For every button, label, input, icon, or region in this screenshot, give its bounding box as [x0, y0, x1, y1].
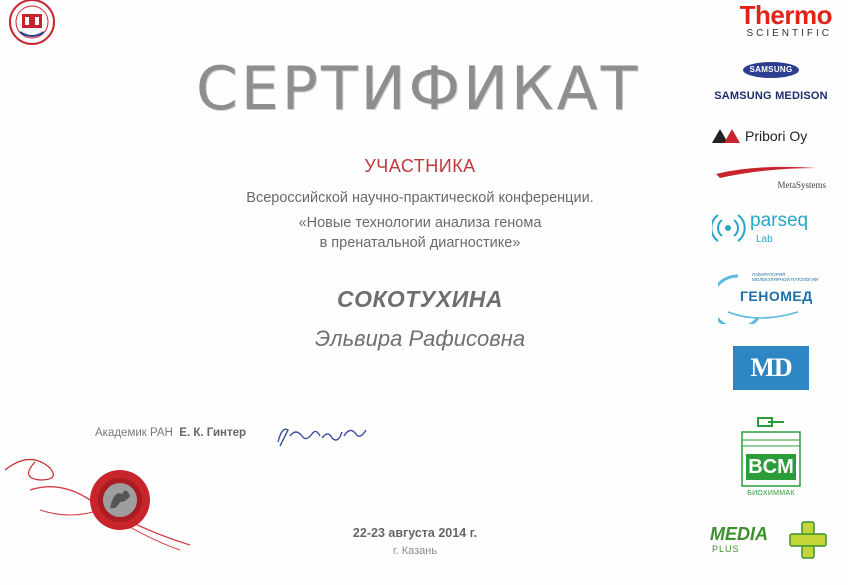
bcm-text: BCM — [748, 456, 794, 478]
conference-line-3: в пренатальной диагностике» — [319, 235, 521, 251]
parseq-subtext: Lab — [756, 234, 773, 245]
thermo-logo-text: Thermo — [739, 0, 832, 30]
genomed-small-text: ЛАБОРАТОРИЯ МОЛЕКУЛЯРНОЙ ПАТОЛОГИИ — [752, 272, 819, 282]
thermo-logo-subtext: SCIENTIFIC — [746, 28, 832, 39]
certificate-title: СЕРТИФИКАТ — [196, 54, 641, 124]
biohimmak-logo — [738, 414, 804, 498]
pribori-logo — [712, 128, 832, 144]
certificate-subtitle: УЧАСТНИКА — [364, 156, 476, 176]
participant-surname: СОКОТУХИНА — [337, 286, 503, 312]
thermo-scientific-logo — [706, 0, 832, 39]
samsung-medison-text: SAMSUNG MEDISON — [714, 90, 828, 102]
wax-seal-icon — [0, 450, 200, 560]
md-logo: MD — [733, 346, 809, 390]
metasystems-text: MetaSystems — [777, 180, 826, 190]
bcm-subtext: БИОХИММАК — [747, 490, 795, 497]
media-plus-logo — [708, 518, 830, 564]
samsung-medison-logo — [712, 62, 830, 102]
samsung-oval: SAMSUNG — [743, 62, 799, 78]
metasystems-swoosh-icon — [706, 162, 836, 182]
participant-given-names: Эльвира Рафисовна — [314, 326, 526, 351]
pribori-text: Pribori Oy — [745, 128, 808, 144]
conference-line-2: «Новые технологии анализа генома — [298, 215, 542, 231]
plus-icon — [788, 520, 828, 560]
signature-icon — [272, 416, 372, 452]
university-emblem-icon — [2, 0, 66, 46]
conference-line-1: Всероссийской научно-практической конференции. — [246, 190, 594, 206]
metasystems-logo — [706, 162, 836, 196]
pribori-triangle-icon — [712, 129, 742, 143]
media-text: MEDIA — [710, 524, 768, 544]
signatory-name: Е. К. Гинтер — [179, 427, 247, 439]
signatory-line — [95, 427, 246, 439]
genomed-logo — [718, 268, 828, 324]
parseq-logo — [712, 206, 832, 250]
signatory-title: Академик РАН — [95, 427, 173, 439]
bcm-frame-icon — [738, 414, 804, 490]
event-date: 22-23 августа 2014 г. — [352, 526, 478, 540]
genomed-text: ГЕНОМЕД — [740, 288, 813, 304]
event-city: г. Казань — [392, 545, 438, 557]
media-plus-subtext: PLUS — [712, 544, 740, 554]
parseq-text: parseq — [750, 210, 809, 231]
parseq-waves-icon — [712, 206, 748, 246]
